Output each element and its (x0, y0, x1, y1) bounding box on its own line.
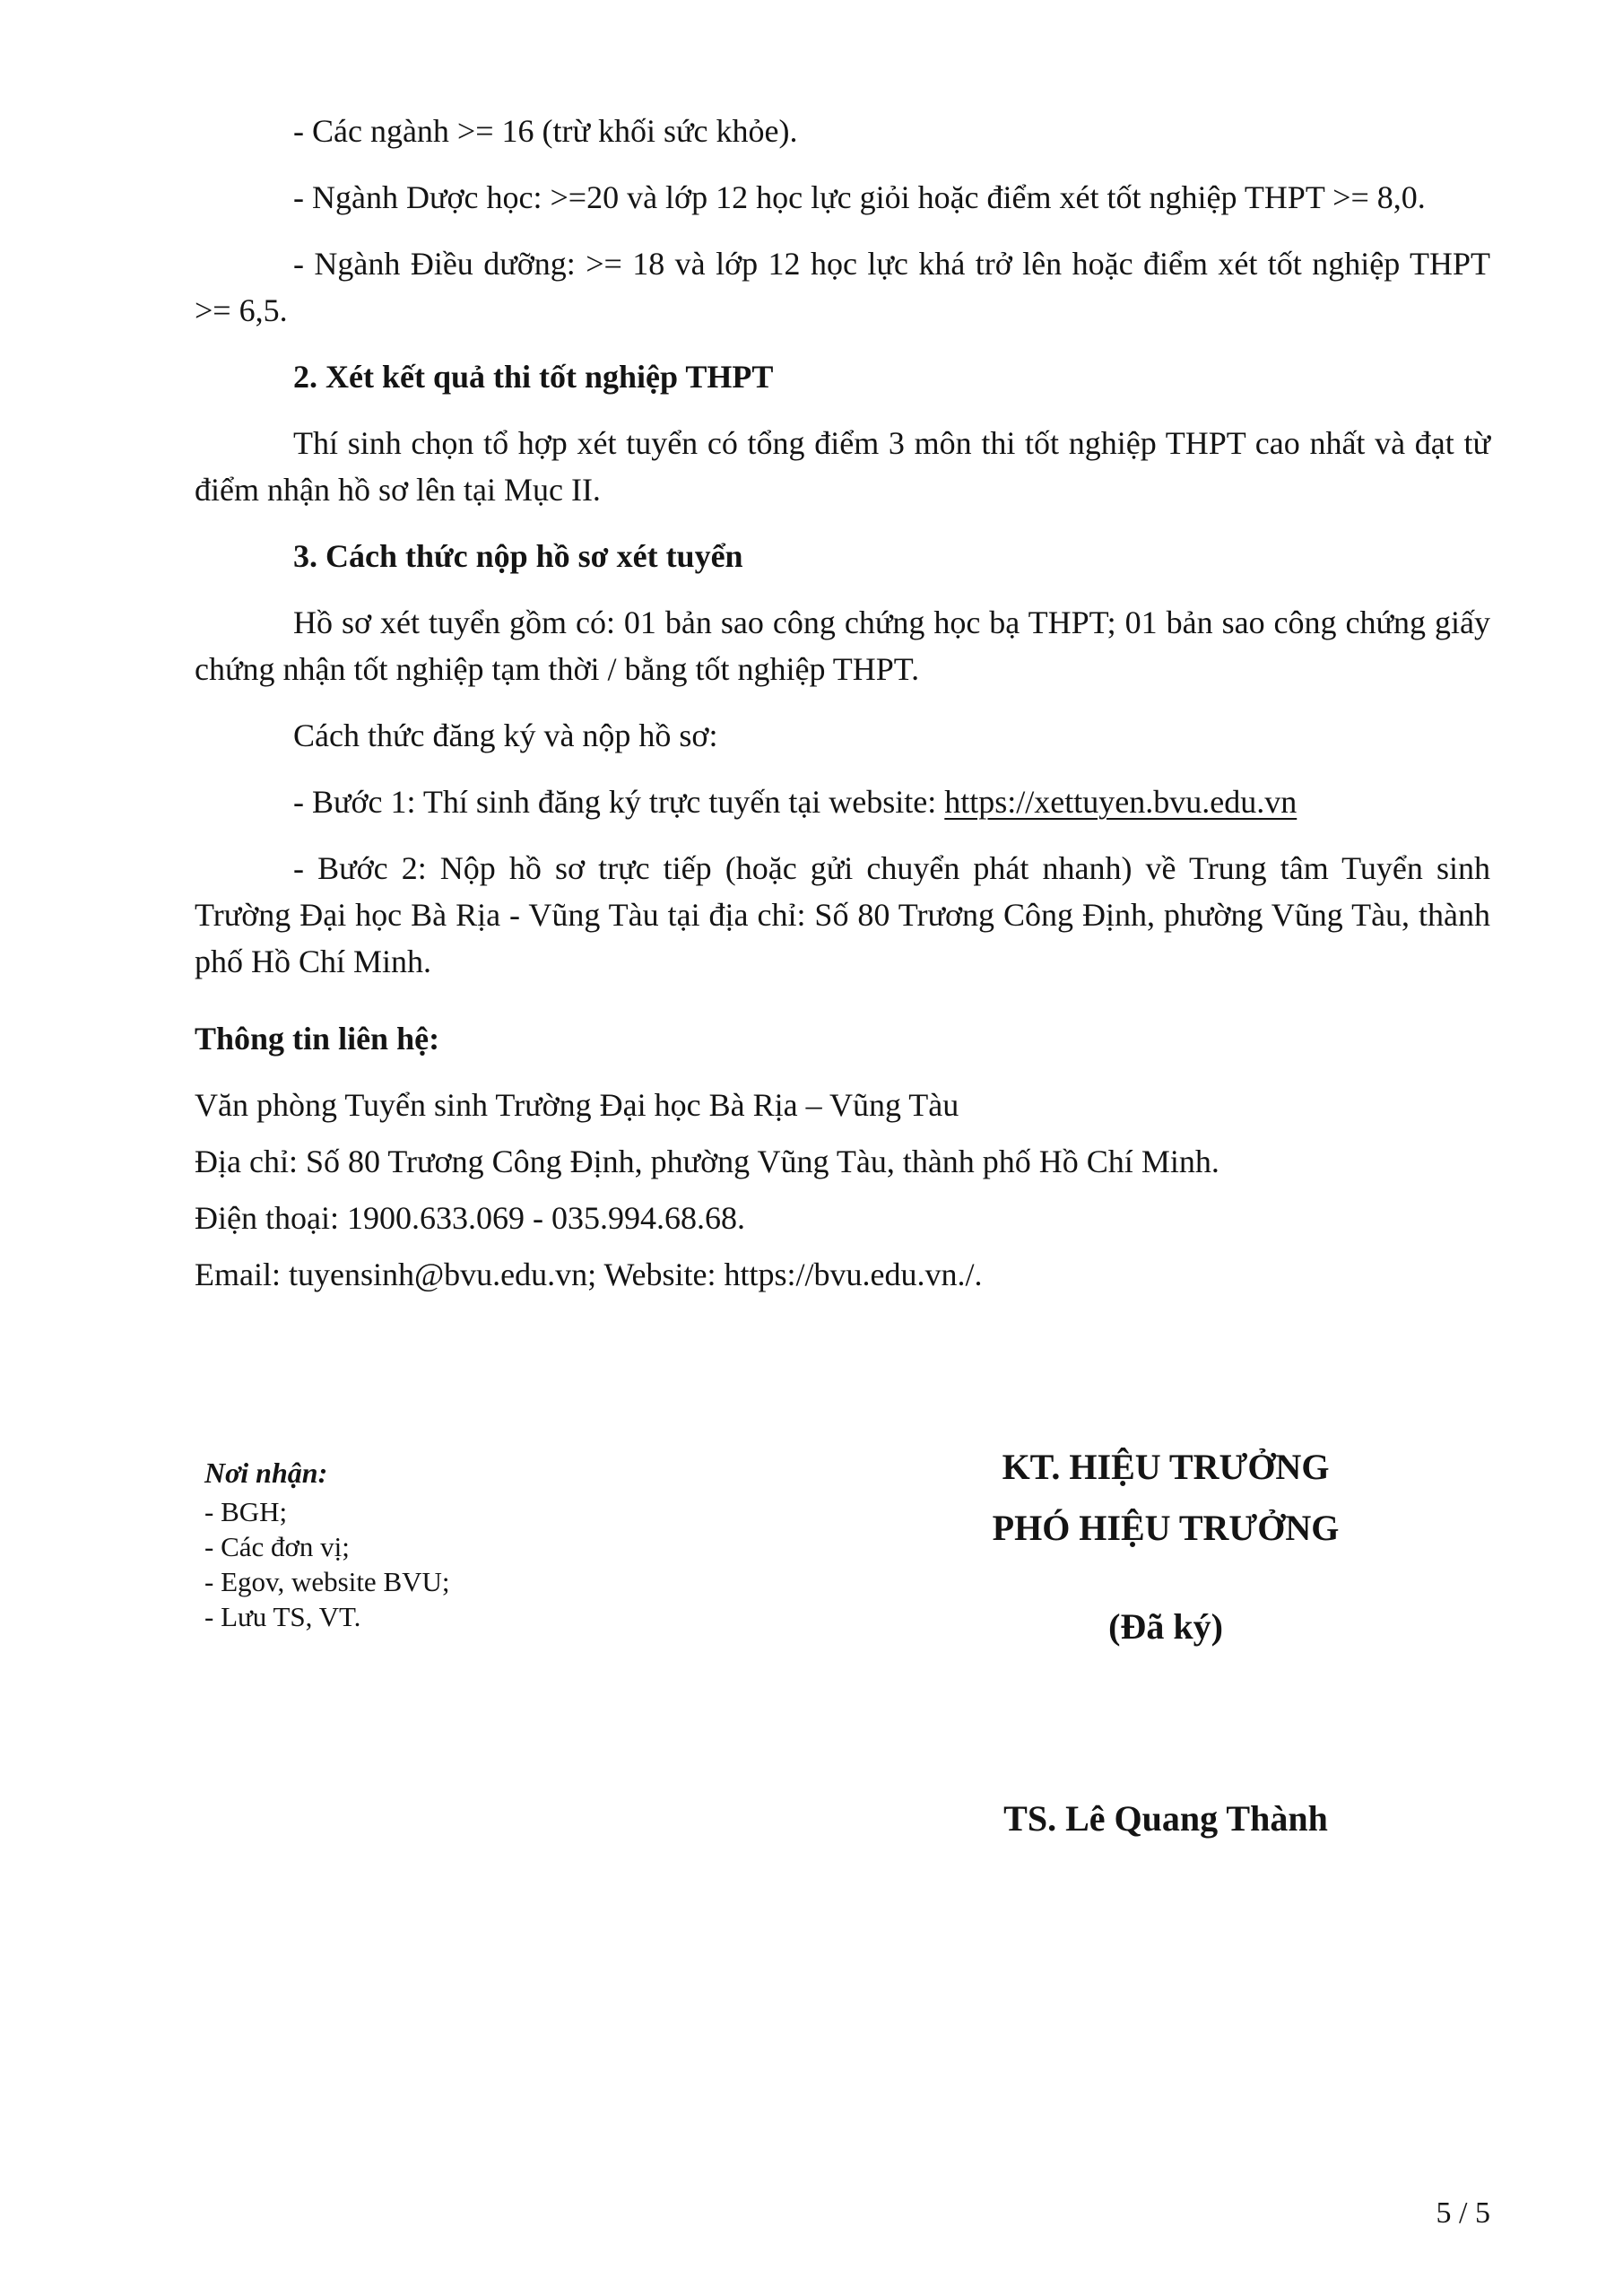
contact-office-line: Văn phòng Tuyển sinh Trường Đại học Bà Rịa – Vũng Tàu (195, 1087, 959, 1123)
section-heading-2: 2. Xét kết quả thi tốt nghiệp THPT (293, 359, 774, 395)
xettuyen-link[interactable]: https://xettuyen.bvu.edu.vn (944, 784, 1298, 820)
paragraph-step2: - Bước 2: Nộp hồ sơ trực tiếp (hoặc gửi chuyển phát nhanh) về Trung tâm Tuyển sinh Trường Đại học Bà Rịa - Vũng Tàu tại địa chỉ: Số 80 Trương Công Định, phường Vũng Tàu, thành phố Hồ Chí Minh. (195, 850, 1490, 979)
signature-name: TS. Lê Quang Thành (1003, 1798, 1328, 1839)
recipients-block (204, 1455, 450, 1634)
recipients-label: Nơi nhận: (204, 1457, 328, 1489)
paragraph-ho-so: Hồ sơ xét tuyển gồm có: 01 bản sao công chứng học bạ THPT; 01 bản sao công chứng giấy chứng nhận tốt nghiệp tạm thời / bằng tốt nghiệp THPT. (195, 604, 1490, 687)
contact-email-line: Email: tuyensinh@bvu.edu.vn; Website: https://bvu.edu.vn./. (195, 1257, 983, 1292)
step1-text: - Bước 1: Thí sinh đăng ký trực tuyến tại website: (293, 784, 945, 820)
signature-title-kt: KT. HIỆU TRƯỞNG (1002, 1447, 1330, 1487)
contact-phone-line: Điện thoại: 1900.633.069 - 035.994.68.68. (195, 1200, 745, 1236)
paragraph-step1 (195, 778, 1490, 825)
recipient-item-luu: - Lưu TS, VT. (204, 1601, 361, 1632)
paragraph-nganh-threshold: - Các ngành >= 16 (trừ khối sức khỏe). (293, 113, 798, 149)
signature-title-pho: PHÓ HIỆU TRƯỞNG (992, 1508, 1340, 1548)
recipient-item-don-vi: - Các đơn vị; (204, 1531, 350, 1562)
recipient-item-bgh: - BGH; (204, 1496, 288, 1527)
contact-heading: Thông tin liên hệ: (195, 1021, 440, 1057)
paragraph-cach-thuc: Cách thức đăng ký và nộp hồ sơ: (293, 718, 718, 753)
section-heading-3: 3. Cách thức nộp hồ sơ xét tuyển (293, 538, 743, 574)
page-number: 5 / 5 (1436, 2196, 1490, 2230)
recipient-item-egov: - Egov, website BVU; (204, 1566, 450, 1597)
signature-signed-note: (Đã ký) (1108, 1606, 1223, 1647)
paragraph-duoc-hoc: - Ngành Dược học: >=20 và lớp 12 học lực giỏi hoặc điểm xét tốt nghiệp THPT >= 8,0. (293, 179, 1426, 215)
contact-address-line: Địa chỉ: Số 80 Trương Công Định, phường Vũng Tàu, thành phố Hồ Chí Minh. (195, 1144, 1219, 1179)
paragraph-dieu-duong: - Ngành Điều dưỡng: >= 18 và lớp 12 học lực khá trở lên hoặc điểm xét tốt nghiệp THPT >= 6,5. (195, 246, 1490, 328)
paragraph-thi-sinh: Thí sinh chọn tổ hợp xét tuyển có tổng điểm 3 môn thi tốt nghiệp THPT cao nhất và đạt từ điểm nhận hồ sơ lên tại Mục II. (195, 425, 1490, 508)
